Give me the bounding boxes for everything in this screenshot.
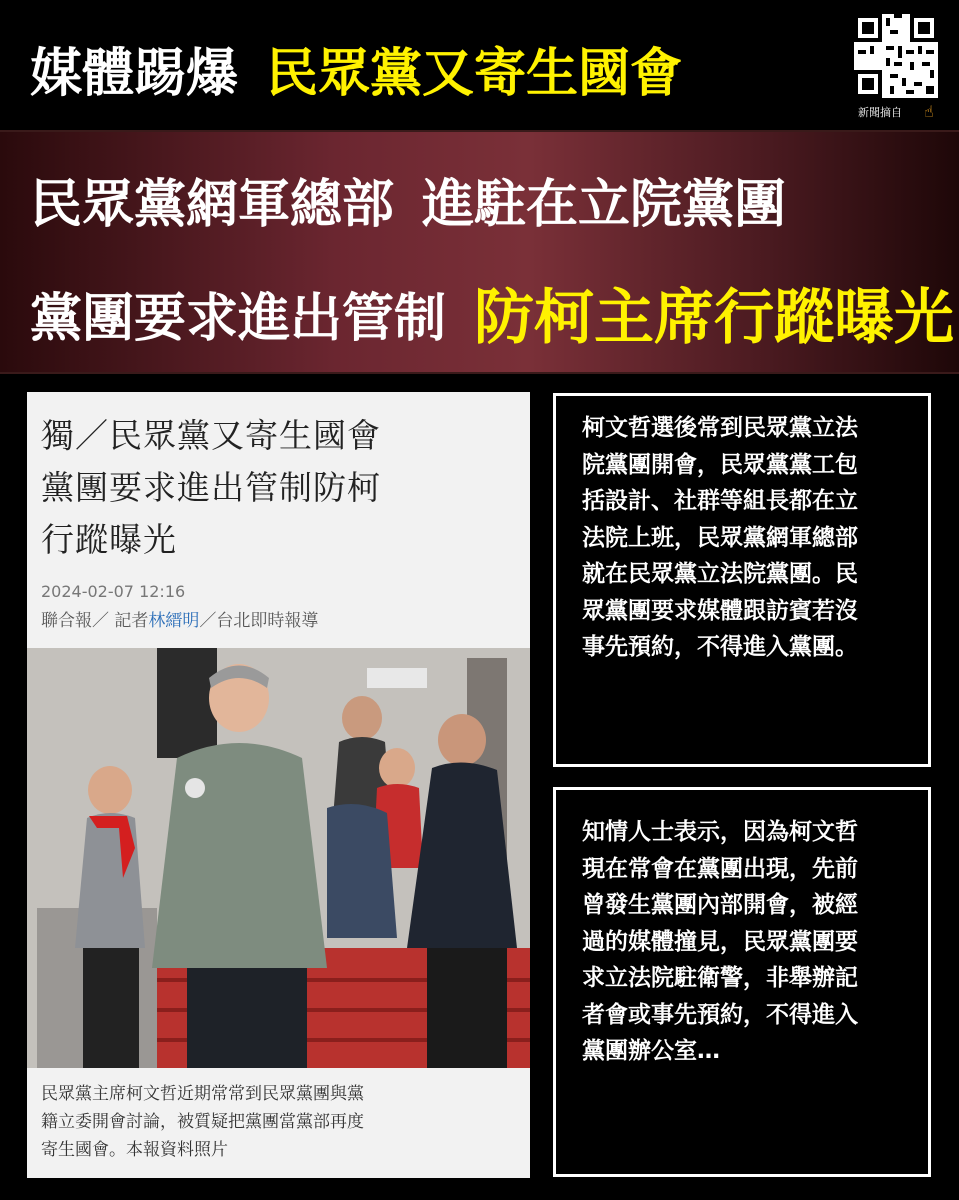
article-date: 2024-02-07 12:16: [41, 582, 186, 601]
article-title-line: 行蹤曝光: [41, 520, 177, 559]
summary-line: 院黨團開會，民眾黨黨工包: [582, 451, 858, 478]
summary-line: 者會或事先預約，不得進入: [582, 1001, 858, 1028]
summary-line: 柯文哲選後常到民眾黨立法: [582, 415, 858, 441]
summary-box-2: [553, 787, 931, 1177]
summary-box-1: [553, 393, 931, 767]
news-article-card: [27, 392, 530, 1178]
caption-line: 籍立委開會討論，被質疑把黨團當黨部再度: [41, 1112, 364, 1132]
summary-line: 現在常會在黨團出現，先前: [582, 855, 858, 882]
summary-line: 求立法院駐衛警，非舉辦記: [582, 965, 858, 991]
banner-line-1-part-1: 民眾黨網軍總部: [30, 175, 395, 235]
caption-line: 寄生國會。本報資料照片: [41, 1140, 228, 1160]
qr-caption: 新聞摘自: [858, 106, 902, 119]
summary-line: 法院上班，民眾黨網軍總部: [582, 524, 858, 551]
reporter-link[interactable]: 林縉明: [148, 611, 200, 631]
article-byline: [41, 606, 318, 631]
summary-line: 就在民眾黨立法院黨團。民: [582, 561, 858, 587]
banner-line-2-part-2: 防柯主席行蹤曝光: [474, 283, 955, 353]
summary-line: 過的媒體撞見，民眾黨團要: [582, 928, 858, 955]
banner-line-2: [30, 270, 954, 356]
article-title-line: 黨團要求進出管制防柯: [41, 468, 381, 507]
main-headline: [30, 28, 682, 108]
article-title: [41, 410, 521, 566]
summary-line: 事先預約，不得進入黨團。: [582, 634, 858, 660]
byline-prefix: 聯合報／ 記者: [41, 611, 149, 631]
byline-suffix: ／台北即時報導: [199, 611, 319, 631]
banner-line-1-part-2: 進駐在立院黨團: [422, 175, 787, 235]
qr-code-icon: [854, 14, 938, 98]
article-photo: [27, 648, 530, 1068]
banner-line-2-part-1: 黨團要求進出管制: [30, 288, 447, 349]
banner-line-1: [30, 162, 786, 237]
summary-line: 眾黨團要求媒體跟訪賓若沒: [582, 597, 858, 624]
caption-line: 民眾黨主席柯文哲近期常常到民眾黨團與黨: [41, 1084, 364, 1104]
photo-caption: [41, 1080, 519, 1164]
summary-line: 知情人士表示，因為柯文哲: [582, 819, 858, 845]
pointing-hand-icon: ☝: [924, 102, 934, 121]
headline-right: 民眾黨又寄生國會: [266, 43, 683, 104]
headline-banner: [0, 130, 959, 374]
photo-illustration: [27, 648, 530, 1068]
summary-line: 黨團辦公室…: [582, 1038, 720, 1064]
article-title-line: 獨／民眾黨又寄生國會: [41, 416, 381, 455]
summary-line: 括設計、社群等組長都在立: [582, 488, 858, 514]
top-bar: [0, 0, 959, 130]
headline-left: 媒體踢爆: [30, 43, 239, 104]
qr-code[interactable]: [854, 14, 938, 98]
summary-line: 曾發生黨團內部開會，被經: [582, 892, 858, 918]
